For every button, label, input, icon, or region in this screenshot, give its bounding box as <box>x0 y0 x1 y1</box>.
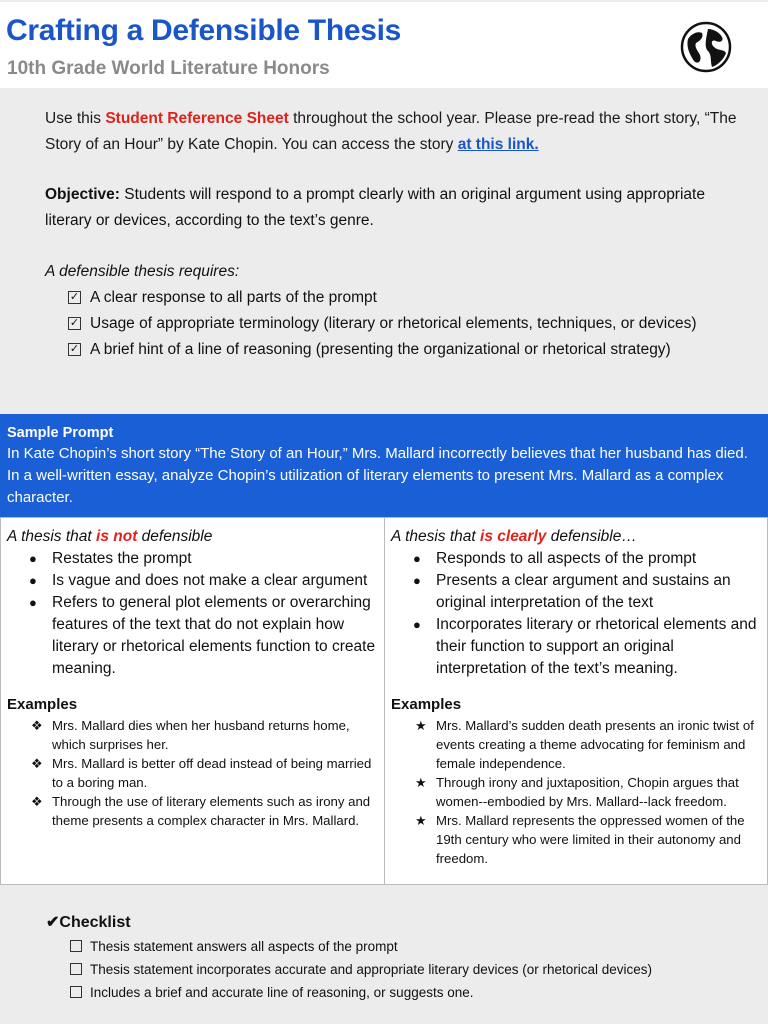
example-item: ★ Mrs. Mallard represents the oppressed women of the 19th century who were limited in their autonomy and freedom. <box>415 813 745 866</box>
diamond-bullet-icon: ❖ <box>31 718 43 733</box>
diamond-bullet-icon: ❖ <box>31 794 43 809</box>
example-item: ★ Through irony and juxtaposition, Chopin argues that women--embodied by Mrs. Mallard--lack freedom. <box>415 775 739 809</box>
comparison-table <box>0 517 768 885</box>
checklist-item: Includes a brief and accurate line of reasoning, or suggests one. <box>70 981 746 1004</box>
list-item: ● Restates the prompt <box>27 548 378 570</box>
objective-paragraph <box>45 182 745 234</box>
not-defensible-column <box>1 518 385 884</box>
sample-prompt-box <box>0 414 768 517</box>
star-bullet-icon: ★ <box>415 775 427 790</box>
intro-paragraph: Use this Student Reference Sheet throughout the school year. Please pre-read the short story, “The Story of an Hour” by Kate Chopin. You can access the story at this link. <box>45 110 737 153</box>
requirements-list <box>68 285 728 363</box>
defensible-bullets <box>411 548 762 680</box>
globe-icon <box>680 21 732 73</box>
checklist-heading: ✔Checklist <box>46 914 131 931</box>
story-link[interactable]: at this link. <box>457 136 539 153</box>
sample-prompt-heading: Sample Prompt <box>7 425 114 441</box>
checked-box-icon: ✓ <box>69 317 80 329</box>
requirements-title: A defensible thesis requires: <box>45 263 240 280</box>
checklist <box>46 911 746 1004</box>
list-item: ● Refers to general plot elements or overarching features of the text that do not explain how literary or rhetorical elements function to create meaning. <box>27 592 378 680</box>
list-item: ● Presents a clear argument and sustains an original interpretation of the text <box>411 570 762 614</box>
defensible-column <box>385 518 768 884</box>
checklist-item: Thesis statement incorporates accurate and appropriate literary devices (or rhetorical devices) <box>70 958 746 981</box>
defensible-examples <box>415 716 762 868</box>
list-item: ● Is vague and does not make a clear argument <box>27 570 378 592</box>
header <box>0 2 768 88</box>
not-defensible-examples <box>31 716 378 830</box>
checklist-item: Thesis statement answers all aspects of the prompt <box>70 935 746 958</box>
page-subtitle: 10th Grade World Literature Honors <box>7 58 330 79</box>
requirement-item: ✓ A brief hint of a line of reasoning (presenting the organizational or rhetorical strategy) <box>69 341 671 358</box>
examples-heading: Examples <box>7 696 78 713</box>
checkbox[interactable] <box>70 940 82 952</box>
list-item: ● Incorporates literary or rhetorical elements and their function to support an original interpretation of the text’s meaning. <box>411 614 762 680</box>
example-item: ❖ Mrs. Mallard is better off dead instead of being married to a boring man. <box>31 756 372 790</box>
objective-label: Objective: <box>45 186 120 203</box>
list-item: ● Responds to all aspects of the prompt <box>411 548 762 570</box>
star-bullet-icon: ★ <box>415 813 427 828</box>
example-item: ★ Mrs. Mallard’s sudden death presents an ironic twist of events creating a theme advocating for feminism and female independence. <box>415 718 754 771</box>
page-title: Crafting a Defensible Thesis <box>6 14 402 47</box>
star-bullet-icon: ★ <box>415 718 427 733</box>
not-defensible-bullets <box>27 548 378 680</box>
checked-box-icon: ✓ <box>69 291 80 303</box>
requirement-item: ✓ A clear response to all parts of the prompt <box>69 289 377 306</box>
reference-sheet-highlight: Student Reference Sheet <box>105 110 289 127</box>
diamond-bullet-icon: ❖ <box>31 756 43 771</box>
checklist-items <box>70 935 746 1004</box>
checked-box-icon: ✓ <box>69 343 80 355</box>
example-item: ❖ Mrs. Mallard dies when her husband returns home, which surprises her. <box>31 718 350 752</box>
checkbox[interactable] <box>70 963 82 975</box>
not-defensible-heading: A thesis that is not defensible <box>7 528 213 545</box>
examples-heading: Examples <box>391 696 462 713</box>
defensible-heading: A thesis that is clearly defensible… <box>391 528 637 545</box>
example-item: ❖ Through the use of literary elements such as irony and theme presents a complex character in Mrs. Mallard. <box>31 794 371 828</box>
sample-prompt-text: In Kate Chopin’s short story “The Story of an Hour,” Mrs. Mallard incorrectly believes that her husband has died. In a well-written essay, analyze Chopin’s utilization of literary elements to present Mrs. Mallard as a complex character. <box>7 445 748 506</box>
checkbox[interactable] <box>70 986 82 998</box>
requirement-item: ✓ Usage of appropriate terminology (literary or rhetorical elements, techniques, or devices) <box>69 315 697 332</box>
objective-text: Students will respond to a prompt clearly with an original argument using appropriate literary or devices, according to the text’s genre. <box>45 186 705 229</box>
